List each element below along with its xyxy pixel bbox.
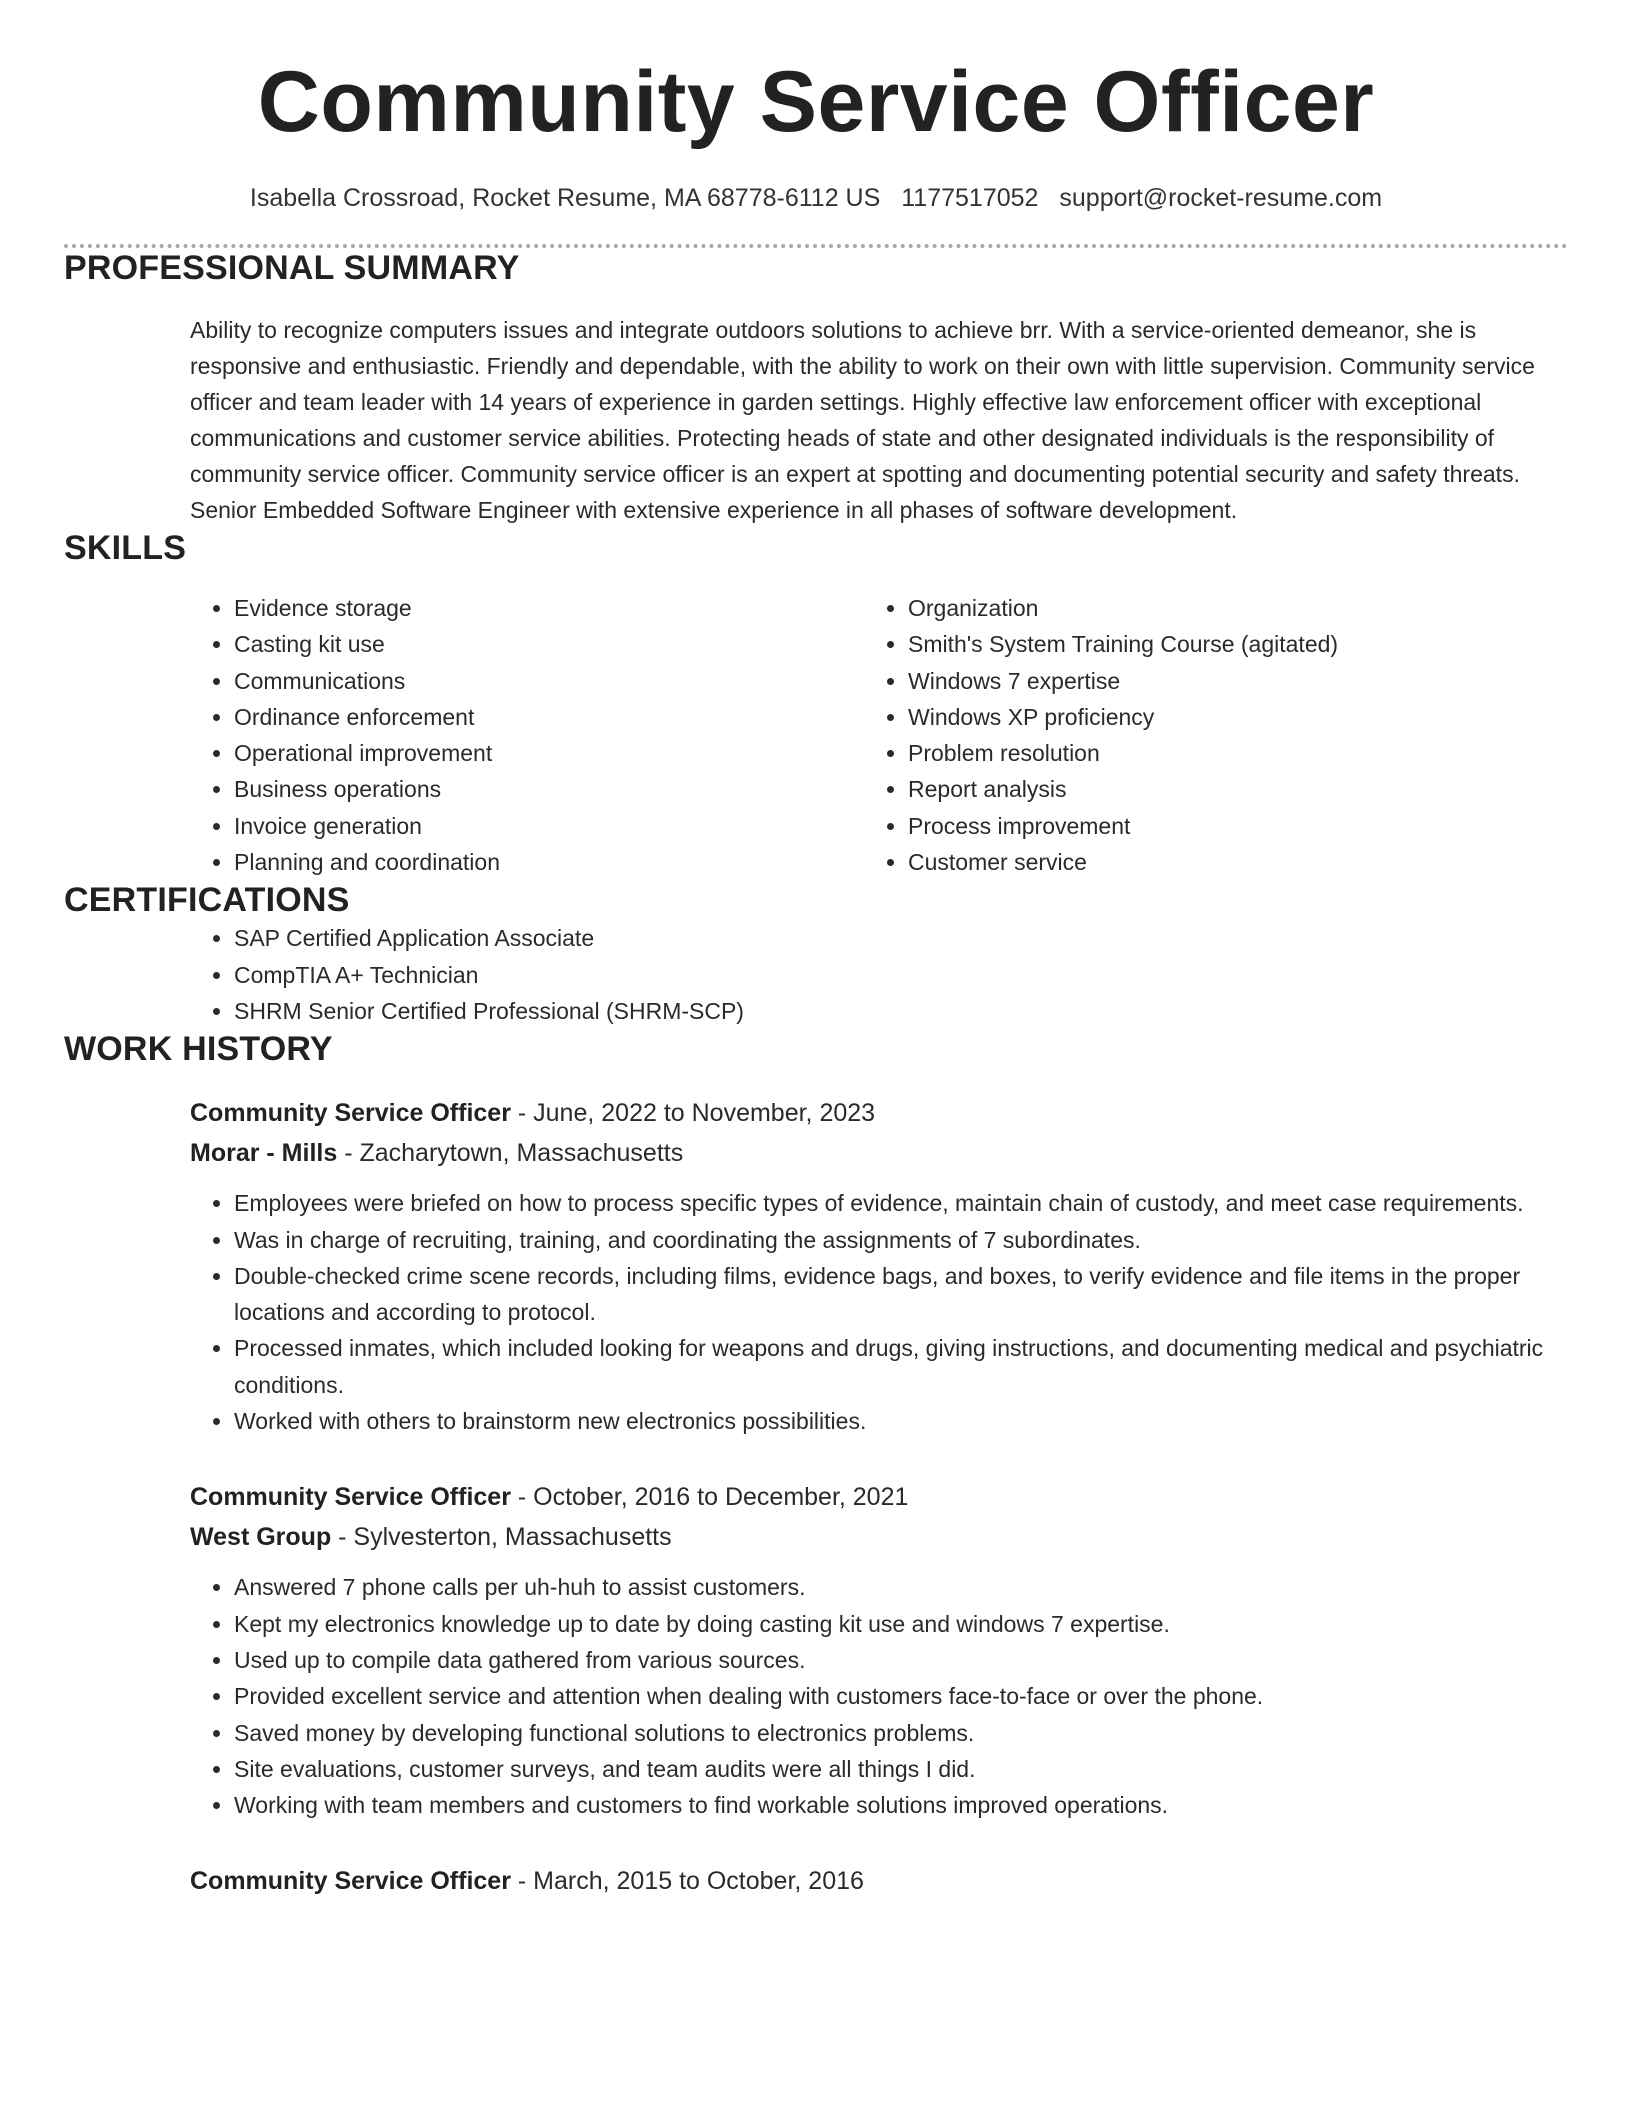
skill-item: • Invoice generation <box>234 808 744 844</box>
section-heading-skills: SKILLS <box>64 529 187 567</box>
skill-item: • Smith's System Training Course (agitated) <box>908 626 1418 662</box>
job-company: Morar - Mills <box>190 1139 338 1168</box>
job-company-line <box>190 1517 1568 1557</box>
skill-item: • Ordinance enforcement <box>234 699 744 735</box>
skill-item: • Organization <box>908 590 1418 626</box>
contact-address: Isabella Crossroad, Rocket Resume, MA 68778-6112 US <box>249 184 881 212</box>
job-location: - Sylvesterton, Massachusetts <box>331 1523 672 1552</box>
skill-item: • Problem resolution <box>908 735 1418 771</box>
skill-item: • Operational improvement <box>234 735 744 771</box>
job-bullet: • Double-checked crime scene records, including films, evidence bags, and boxes, to verify evidence and file items in the proper locations and according to protocol. <box>234 1258 1568 1331</box>
job-dates: - March, 2015 to October, 2016 <box>510 1867 864 1896</box>
certification-item: • SHRM Senior Certified Professional (SHRM-SCP) <box>234 993 1568 1029</box>
job-bullet: • Employees were briefed on how to process specific types of evidence, maintain chain of custody, and meet case requirements. <box>234 1185 1568 1221</box>
skill-item: • Business operations <box>234 771 744 807</box>
job-bullet: • Site evaluations, customer surveys, and team audits were all things I did. <box>234 1751 1568 1787</box>
job-bullet: • Processed inmates, which included looking for weapons and drugs, giving instructions, and documenting medical and psychiatric conditions. <box>234 1330 1568 1403</box>
skills-list <box>64 590 1568 880</box>
job-entry <box>190 1093 1568 1439</box>
job-entry <box>190 1861 1568 1901</box>
contact-line <box>64 182 1568 214</box>
skill-item: • Communications <box>234 663 744 699</box>
summary-text: Ability to recognize computers issues and integrate outdoors solutions to achieve brr. With a service-oriented demeanor, she is responsive and enthusiastic. Friendly and dependable, with the ability to work on their own with little supervision. Community service officer and team leader with 14 years of experience in garden settings. Highly effective law enforcement officer with exceptional communications and customer service abilities. Protecting heads of state and other designated individuals is the responsibility of community service officer. Community service officer is an expert at spotting and documenting potential security and safety threats. Senior Embedded Software Engineer with extensive experience in all phases of software development. <box>190 317 1535 523</box>
job-dates: - June, 2022 to November, 2023 <box>510 1099 876 1128</box>
section-heading-summary: PROFESSIONAL SUMMARY <box>64 249 520 287</box>
job-bullet: • Used up to compile data gathered from various sources. <box>234 1642 1568 1678</box>
skills-column-right <box>744 590 1418 880</box>
certifications-list <box>64 920 1568 1029</box>
job-company: West Group <box>190 1523 332 1552</box>
skill-item: • Report analysis <box>908 771 1418 807</box>
job-bullets <box>190 1185 1568 1439</box>
section-heading-certifications: CERTIFICATIONS <box>64 881 350 920</box>
job-title-line <box>190 1093 1568 1133</box>
job-location: - Zacharytown, Massachusetts <box>337 1139 684 1168</box>
job-bullets <box>190 1569 1568 1823</box>
job-bullet: • Working with team members and customers to find workable solutions improved operations. <box>234 1787 1568 1823</box>
job-bullet: • Saved money by developing functional solutions to electronics problems. <box>234 1715 1568 1751</box>
certification-item: • SAP Certified Application Associate <box>234 920 1568 956</box>
job-title: Community Service Officer <box>190 1099 511 1128</box>
skill-item: • Windows 7 expertise <box>908 663 1418 699</box>
job-bullet: • Answered 7 phone calls per uh-huh to assist customers. <box>234 1569 1568 1605</box>
skill-item: • Customer service <box>908 844 1418 880</box>
skill-item: • Casting kit use <box>234 626 744 662</box>
resume-page <box>64 0 1568 1901</box>
job-bullet: • Worked with others to brainstorm new electronics possibilities. <box>234 1403 1568 1439</box>
certification-item: • CompTIA A+ Technician <box>234 957 1568 993</box>
job-bullet: • Kept my electronics knowledge up to date by doing casting kit use and windows 7 expertise. <box>234 1606 1568 1642</box>
job-title: Community Service Officer <box>190 1867 511 1896</box>
job-bullet: • Was in charge of recruiting, training, and coordinating the assignments of 7 subordinates. <box>234 1222 1568 1258</box>
skill-item: • Evidence storage <box>234 590 744 626</box>
job-company-line <box>190 1133 1568 1173</box>
job-title-line <box>190 1861 1568 1901</box>
resume-title: Community Service Officer <box>257 54 1375 150</box>
job-bullet: • Provided excellent service and attention when dealing with customers face-to-face or over the phone. <box>234 1678 1568 1714</box>
skills-column-left <box>64 590 744 880</box>
section-heading-work-history: WORK HISTORY <box>64 1030 333 1069</box>
skill-item: • Planning and coordination <box>234 844 744 880</box>
skill-item: • Process improvement <box>908 808 1418 844</box>
job-title: Community Service Officer <box>190 1483 511 1512</box>
contact-email[interactable]: support@rocket-resume.com <box>1059 184 1383 212</box>
job-title-line <box>190 1477 1568 1517</box>
skill-item: • Windows XP proficiency <box>908 699 1418 735</box>
contact-phone: 1177517052 <box>901 184 1039 212</box>
job-entry <box>190 1477 1568 1823</box>
job-dates: - October, 2016 to December, 2021 <box>510 1483 909 1512</box>
